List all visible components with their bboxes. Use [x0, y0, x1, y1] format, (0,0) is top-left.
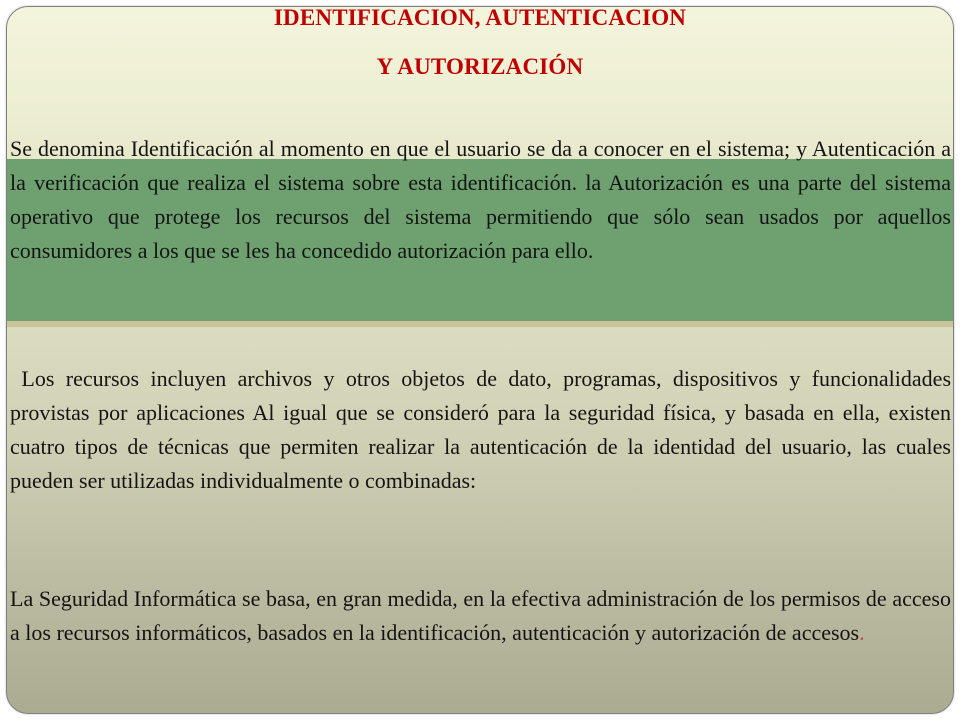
paragraph-resources: [10, 362, 957, 498]
slide-title-line-1: IDENTIFICACION, AUTENTICACION: [273, 5, 687, 30]
paragraph-security: [10, 582, 951, 650]
paragraph-resources-text: Los recursos incluyen archivos y otros objetos de dato, programas, dispositivos y funcionalidades provistas por aplicaciones Al igual que se consideró para la seguridad física, y basada en ella, existen cuatro tipos de técnicas que permiten realizar la autenticación de la identidad del usuario, las cuales pueden ser utilizadas individualmente o combinadas:: [10, 366, 957, 493]
paragraph-identification: Se denomina Identificación al momento en que el usuario se da a conocer en el sistema; y Autenticación a la verificación que realiza el sistema sobre esta identificación. la Autorización es una parte del sistema operativo que protege los recursos del sistema permitiendo que sólo sean usados por aquellos consumidores a los que se les ha concedido autorización para ello.: [10, 136, 951, 263]
paragraph-security-text: La Seguridad Informática se basa, en gran medida, en la efectiva administración de los permisos de acceso a los recursos informáticos, basados en la identificación, autenticación y autorización de accesos: [10, 586, 951, 645]
slide: [6, 5, 957, 714]
slide-title-line-2: Y AUTORIZACIÓN: [376, 54, 584, 79]
band-divider: [7, 321, 953, 327]
paragraph-security-period: .: [859, 620, 865, 645]
